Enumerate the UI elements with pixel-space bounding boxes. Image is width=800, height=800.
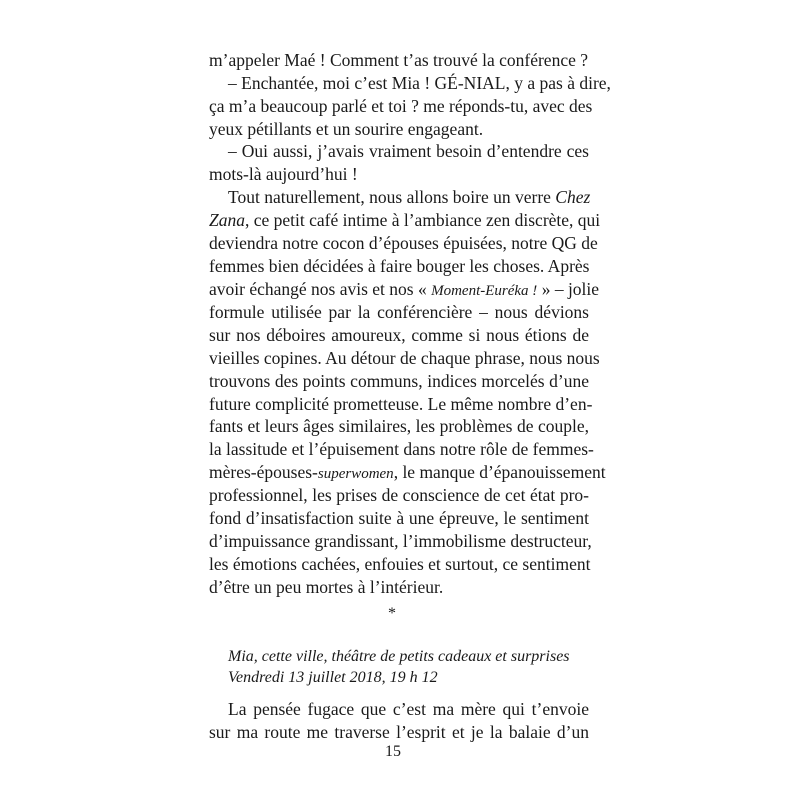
section-heading-date: Vendredi 13 juillet 2018, 19 h 12 [228, 669, 438, 686]
text-line: sur nos déboires amoureux, comme si nous étions de [209, 325, 589, 345]
text-line: fond d’insatisfaction suite à une épreuve, le sentiment [209, 508, 589, 528]
text-line: Zana, ce petit café intime à l’ambiance zen discrète, qui [209, 210, 601, 230]
section-heading-title: Mia, cette ville, théâtre de petits cadeaux et surprises [228, 648, 570, 665]
text-line: fants et leurs âges similaires, les problèmes de couple, [209, 416, 589, 436]
text-line: future complicité prometteuse. Le même nombre d’en- [209, 394, 593, 414]
text-line: d’impuissance grandissant, l’immobilisme destructeur, [209, 531, 592, 551]
text-line: – Enchantée, moi c’est Mia ! GÉ-NIAL, y a pas à dire, [228, 73, 611, 93]
text-line: formule utilisée par la conférencière – nous dévions [209, 302, 589, 322]
text-line: ça m’a beaucoup parlé et toi ? me réponds-tu, avec des [209, 96, 593, 116]
text-line: – Oui aussi, j’avais vraiment besoin d’entendre ces [228, 141, 589, 161]
text-line: d’être un peu mortes à l’intérieur. [209, 577, 444, 597]
text-line: mots-là aujourd’hui ! [209, 164, 358, 184]
text-line: mères-épouses-superwomen, le manque d’épanouissement [209, 462, 606, 482]
text-line: Tout naturellement, nous allons boire un verre Chez [228, 187, 591, 207]
text-line: femmes bien décidées à faire bouger les choses. Après [209, 256, 590, 276]
page-number: 15 [385, 743, 401, 760]
text-line: yeux pétillants et un sourire engageant. [209, 119, 484, 139]
text-line: vieilles copines. Au détour de chaque phrase, nous nous [209, 348, 600, 368]
text-line: avoir échangé nos avis et nos « Moment-Euréka ! » – jolie [209, 279, 600, 299]
text-line: deviendra notre cocon d’épouses épuisées, notre QG de [209, 233, 598, 253]
text-line: La pensée fugace que c’est ma mère qui t’envoie [228, 699, 589, 719]
text-line: sur ma route me traverse l’esprit et je la balaie d’un [209, 722, 589, 742]
text-line: les émotions cachées, enfouies et surtout, ce sentiment [209, 554, 591, 574]
text-line: professionnel, les prises de conscience de cet état pro- [209, 485, 589, 505]
section-separator: * [388, 605, 396, 622]
text-line: trouvons des points communs, indices morcelés d’une [209, 371, 589, 391]
text-line: m’appeler Maé ! Comment t’as trouvé la conférence ? [209, 50, 588, 70]
text-line: la lassitude et l’épuisement dans notre rôle de femmes- [209, 439, 594, 459]
